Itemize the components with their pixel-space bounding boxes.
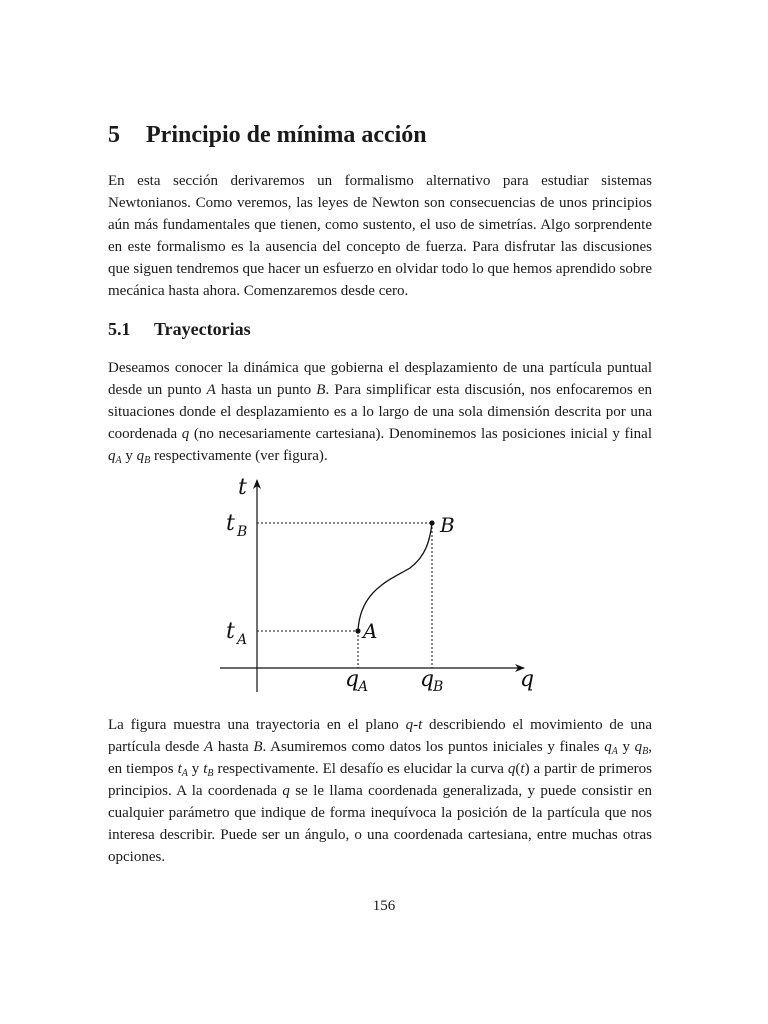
math-q-func: q [507, 761, 516, 777]
tA-label: t [226, 619, 235, 644]
text-run: y [187, 761, 204, 777]
math-qB: q [136, 448, 145, 464]
math-sub: A [611, 746, 618, 757]
math-sub: B [144, 455, 151, 466]
text-run: ) a partir de primeros principios. A la coordenada [108, 761, 653, 799]
math-tB: t [203, 761, 208, 777]
tA-sub: A [237, 632, 248, 648]
text-run: ( [515, 761, 521, 777]
text-run: hasta un punto [215, 382, 317, 398]
qB-sub: B [433, 679, 444, 695]
t-axis-label: t [238, 475, 247, 500]
text-run: y [617, 739, 635, 755]
text-run: Deseamos conocer la dinámica que gobierna el desplazamiento de una partícula puntual desde un punto [108, 360, 652, 398]
math-q: q [282, 783, 290, 799]
text-run: . Para simplificar esta discusión, nos enfocaremos en situaciones donde el desplazamiento es a lo largo de una sola dimensión descrita por una coordenada [108, 382, 653, 442]
subsection-number: 5.1 [108, 319, 131, 339]
math-B: B [316, 382, 326, 398]
section-heading [108, 122, 427, 149]
text-run: La figura muestra una trayectoria en el plano [108, 717, 406, 733]
text-run: . Asumiremos como datos los puntos iniciales y finales [262, 739, 605, 755]
math-qt: q-t [405, 717, 423, 733]
section-title: Principio de mínima acción [146, 122, 427, 148]
text-run: respectivamente. El desafío es elucidar la curva [213, 761, 508, 777]
math-qA: q [604, 739, 612, 755]
math-q: q [181, 426, 190, 442]
math-t: t [520, 761, 525, 777]
section-number: 5 [108, 122, 120, 148]
qB-label: q [420, 667, 435, 692]
math-qA: q [108, 448, 116, 464]
math-A: A [203, 739, 214, 755]
math-tA: t [177, 761, 182, 777]
math-B: B [253, 739, 263, 755]
tB-sub: B [237, 524, 248, 540]
qA-label: q [345, 667, 360, 692]
tB-label: t [226, 511, 235, 536]
trajectory-paragraph [108, 357, 652, 467]
point-A-label: A [363, 619, 378, 643]
text-run: respectivamente (ver figura). [150, 448, 328, 464]
math-sub: B [207, 768, 214, 779]
page-number: 156 [372, 898, 396, 914]
trajectory-curve [358, 523, 432, 631]
qA-sub: A [358, 679, 369, 695]
trajectory-figure [212, 470, 552, 700]
text-run: y [121, 448, 137, 464]
subsection-heading [108, 319, 251, 340]
math-sub: A [115, 455, 122, 466]
math-sub: A [181, 768, 188, 779]
text-run: (no necesariamente cartesiana). Denominemos las posiciones inicial y final [189, 426, 652, 442]
point-B-dot [429, 520, 434, 525]
trajectory-diagram [212, 470, 552, 700]
text-run: hasta [213, 739, 254, 755]
text-run: se le llama coordenada generalizada, y puede consistir en cualquier parámetro que indique de forma inequívoca la posición de la partícula que nos interesa describir. Puede ser un ángulo, o una coordenada cartesiana, entre muchas otras opciones. [108, 783, 652, 865]
intro-paragraph: En esta sección derivaremos un formalismo alternativo para estudiar sistemas Newtonianos. Como veremos, las leyes de Newton son consecuencias de unos principios aún más fundamentales que tienen, como sustento, el uso de simetrías. Algo sorprendente en este formalismo es la ausencia del concepto de fuerza. Para disfrutar las discusiones que siguen tendremos que hacer un esfuerzo en olvidar todo lo que hemos aprendido sobre mecánica hasta ahora. Comenzaremos desde cero. [108, 173, 652, 299]
math-qB: q [634, 739, 643, 755]
text-run: , en tiempos [108, 739, 653, 777]
q-axis-label: q [520, 667, 535, 692]
subsection-title: Trayectorias [154, 319, 251, 339]
figure-description-paragraph [108, 714, 652, 868]
text-run: describiendo el movimiento de una partícula desde [108, 717, 652, 755]
math-sub: B [642, 746, 649, 757]
point-B-label: B [440, 513, 455, 537]
point-A-dot [355, 628, 360, 633]
math-A: A [206, 382, 216, 398]
